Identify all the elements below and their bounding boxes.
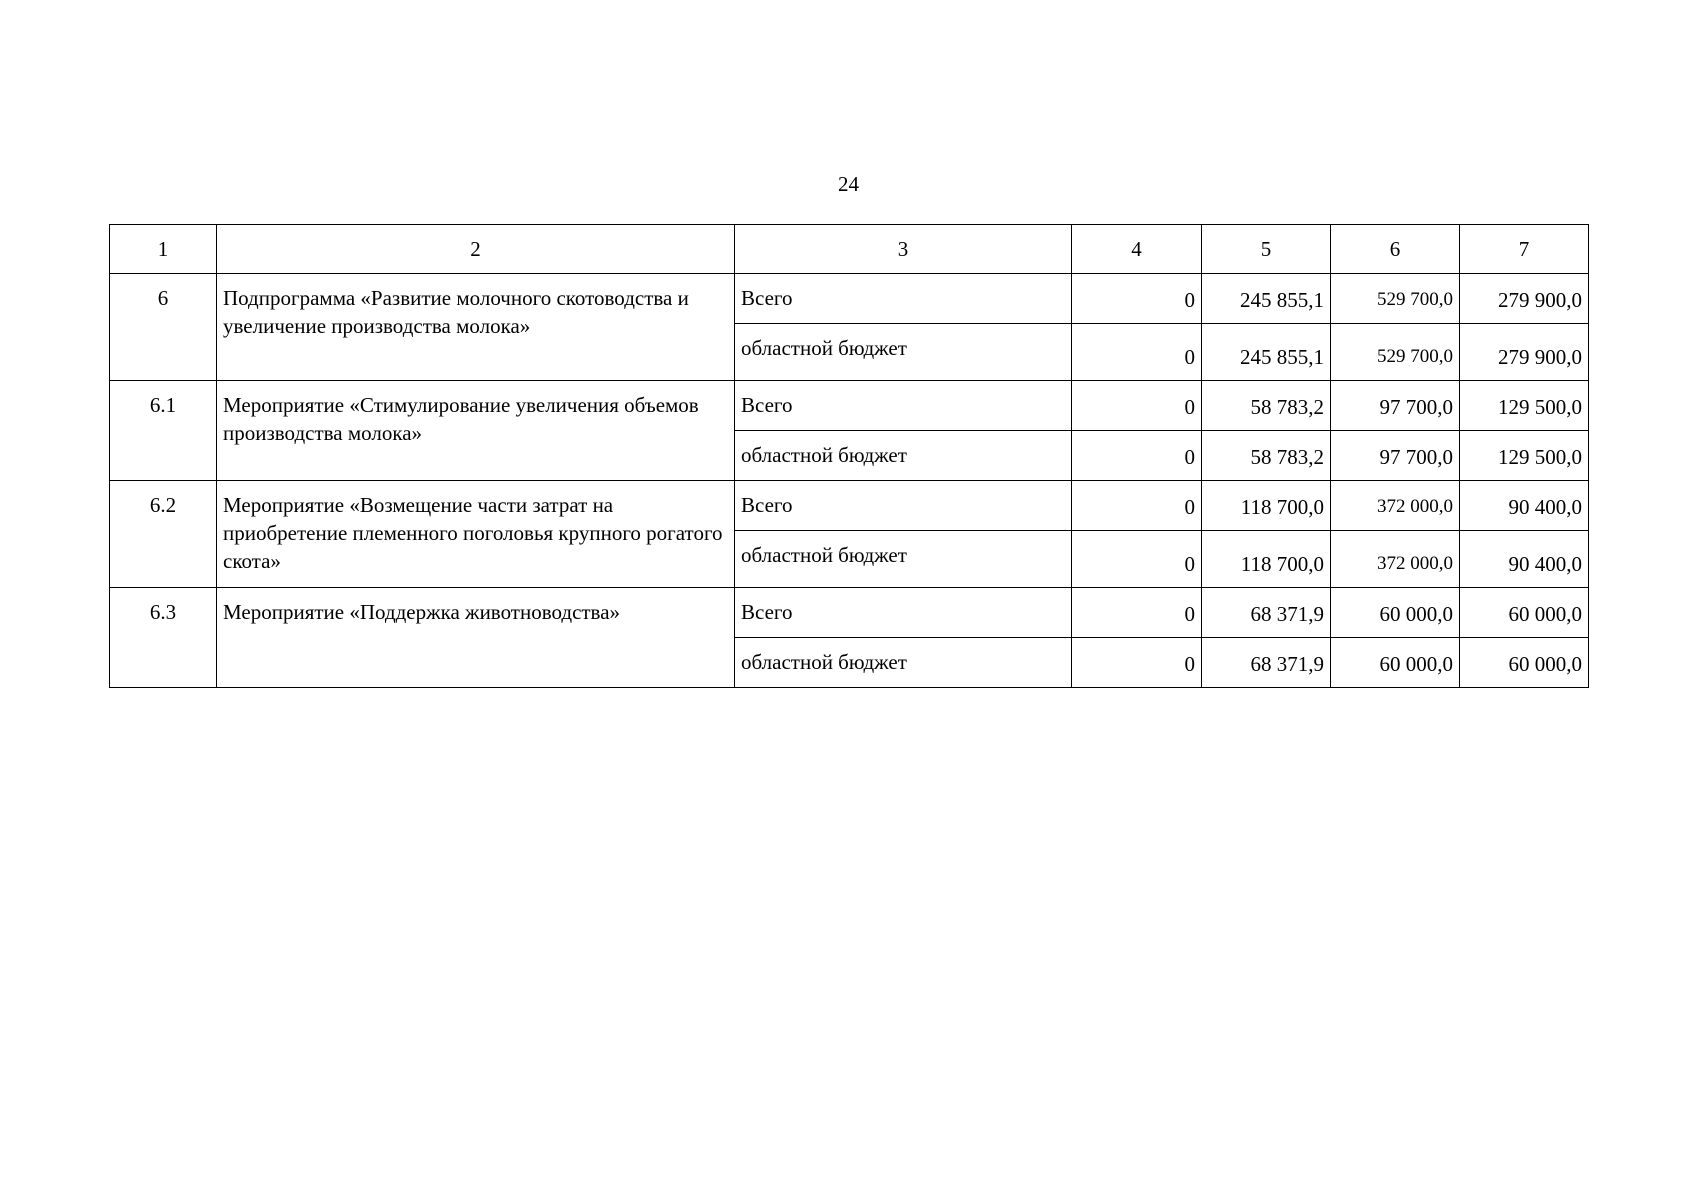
value-cell: 0 <box>1072 324 1202 381</box>
value-cell: 97 700,0 <box>1331 381 1460 431</box>
value-cell: 60 000,0 <box>1331 638 1460 688</box>
value-cell: 245 855,1 <box>1202 274 1331 324</box>
item-number: 6.1 <box>110 381 217 481</box>
value-cell: 0 <box>1072 431 1202 481</box>
funding-source: областной бюджет <box>735 324 1072 381</box>
value-cell: 372 000,0 <box>1331 481 1460 531</box>
value-cell: 60 000,0 <box>1331 588 1460 638</box>
page-number: 24 <box>838 172 859 196</box>
column-header: 5 <box>1202 225 1331 274</box>
value-cell: 0 <box>1072 381 1202 431</box>
item-name: Мероприятие «Поддержка животноводства» <box>217 588 735 688</box>
item-number: 6.3 <box>110 588 217 688</box>
value-cell: 118 700,0 <box>1202 531 1331 588</box>
funding-source: областной бюджет <box>735 531 1072 588</box>
value-cell: 529 700,0 <box>1331 324 1460 381</box>
value-cell: 0 <box>1072 481 1202 531</box>
funding-source: Всего <box>735 274 1072 324</box>
funding-source: областной бюджет <box>735 431 1072 481</box>
value-cell: 97 700,0 <box>1331 431 1460 481</box>
item-number: 6.2 <box>110 481 217 588</box>
value-cell: 529 700,0 <box>1331 274 1460 324</box>
column-header: 6 <box>1331 225 1460 274</box>
funding-source: областной бюджет <box>735 638 1072 688</box>
value-cell: 245 855,1 <box>1202 324 1331 381</box>
table-row <box>110 588 1589 638</box>
funding-source: Всего <box>735 381 1072 431</box>
table-row <box>110 274 1589 324</box>
table-row <box>110 481 1589 531</box>
value-cell: 60 000,0 <box>1460 638 1589 688</box>
value-cell: 60 000,0 <box>1460 588 1589 638</box>
value-cell: 90 400,0 <box>1460 531 1589 588</box>
funding-source: Всего <box>735 481 1072 531</box>
budget-table <box>109 224 1589 688</box>
value-cell: 90 400,0 <box>1460 481 1589 531</box>
value-cell: 0 <box>1072 638 1202 688</box>
column-header: 1 <box>110 225 217 274</box>
value-cell: 279 900,0 <box>1460 324 1589 381</box>
value-cell: 0 <box>1072 588 1202 638</box>
value-cell: 279 900,0 <box>1460 274 1589 324</box>
value-cell: 58 783,2 <box>1202 431 1331 481</box>
value-cell: 68 371,9 <box>1202 588 1331 638</box>
item-number: 6 <box>110 274 217 381</box>
column-header: 3 <box>735 225 1072 274</box>
value-cell: 0 <box>1072 274 1202 324</box>
column-header: 7 <box>1460 225 1589 274</box>
value-cell: 372 000,0 <box>1331 531 1460 588</box>
table-row <box>110 381 1589 431</box>
item-name: Мероприятие «Стимулирование увеличения объемов производства молока» <box>217 381 735 481</box>
value-cell: 129 500,0 <box>1460 381 1589 431</box>
column-header: 4 <box>1072 225 1202 274</box>
value-cell: 0 <box>1072 531 1202 588</box>
item-name: Подпрограмма «Развитие молочного скотоводства и увеличение производства молока» <box>217 274 735 381</box>
value-cell: 118 700,0 <box>1202 481 1331 531</box>
column-header: 2 <box>217 225 735 274</box>
header-row <box>110 225 1589 274</box>
item-name: Мероприятие «Возмещение части затрат на приобретение племенного поголовья крупного рогатого скота» <box>217 481 735 588</box>
value-cell: 68 371,9 <box>1202 638 1331 688</box>
value-cell: 129 500,0 <box>1460 431 1589 481</box>
value-cell: 58 783,2 <box>1202 381 1331 431</box>
funding-source: Всего <box>735 588 1072 638</box>
